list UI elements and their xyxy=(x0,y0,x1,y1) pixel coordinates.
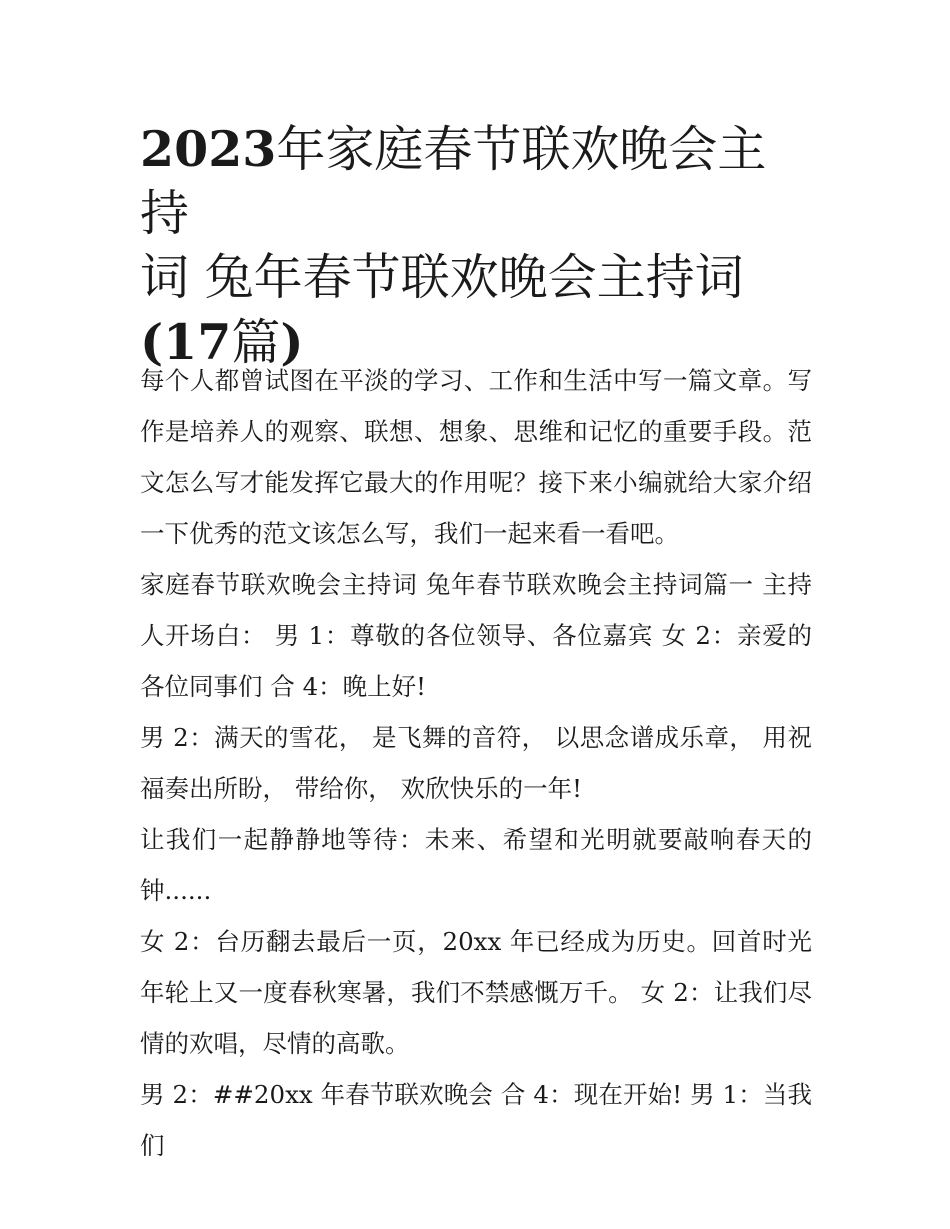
host-opening-paragraph: 家庭春节联欢晚会主持词 兔年春节联欢晚会主持词篇一 主持人开场白： 男 1：尊敬的各位领导、各位嘉宾 女 2：亲爱的各位同事们 合 4：晚上好! xyxy=(140,570,812,701)
title-count-unit: 篇 xyxy=(231,314,281,371)
intro-paragraph: 每个人都曾试图在平淡的学习、工作和生活中写一篇文章。写作是培养人的观察、联想、想象、思维和记忆的重要手段。范文怎么写才能发挥它最大的作用呢？接下来小编就给大家介绍一下优秀的范文该怎么写，我们一起来看一看吧。 xyxy=(140,366,812,548)
female2-calendar-paragraph: 女 2：台历翻去最后一页，20xx 年已经成为历史。回首时光年轮上又一度春秋寒暑，我们不禁感慨万千。 女 2：让我们尽情的欢唱，尽情的高歌。 xyxy=(140,927,812,1058)
document-body xyxy=(140,355,812,1171)
title-year: 2023 xyxy=(140,120,277,178)
title-line2: 词 兔年春节联欢晚会主持词 xyxy=(140,249,744,306)
title-line1-rest: 年家庭春节联欢晚会主持 xyxy=(140,121,767,242)
waiting-paragraph: 让我们一起静静地等待：未来、希望和光明就要敲响春天的钟...... xyxy=(140,825,812,905)
document-title xyxy=(140,117,812,375)
title-count-open: (17 xyxy=(140,313,232,371)
title-count-close: ) xyxy=(280,313,304,371)
gala-start-paragraph: 男 2：##20xx 年春节联欢晚会 合 4：现在开始! 男 1：当我们 xyxy=(140,1080,812,1160)
male2-snow-paragraph: 男 2：满天的雪花， 是飞舞的音符， 以思念谱成乐章， 用祝福奏出所盼， 带给你， 欢欣快乐的一年! xyxy=(140,723,812,803)
